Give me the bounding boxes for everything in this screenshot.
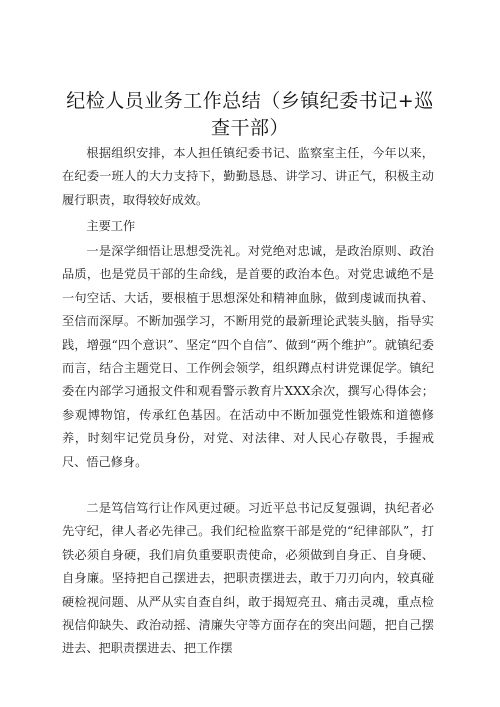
paragraph-1-container (62, 240, 434, 474)
paragraph-2: 二是笃信笃行让作风更过硬。习近平总书记反复强调，执纪者必先守纪，律人者必先律己。我们纪检监察干部是党的“纪律部队”，打铁必须自身硬，我们肩负重要职责使命，必须做到自身正、自身硬、自身廉。坚持把自己摆进去，把职责摆进去，敢于刀刃向内，较真碰硬检视问题、从严从实自查自纠，敢于揭短亮丑、痛击灵魂，重点检视信仰缺失、政治动摇、清廉失守等方面存在的突出问题，把自己摆进去、把职责摆进去、把工作摆 (62, 501, 434, 656)
paragraph-1: 一是深学细悟让思想受洗礼。对党绝对忠诚，是政治原则、政治品质，也是党员干部的生命线，是首要的政治本色。对党忠诚绝不是一句空话、大话，要根植于思想深处和精神血脉，做到虔诚而执着、至信而深厚。不断加强学习，不断用党的最新理论武装头脑，指导实践，增强“四个意识”、坚定“四个自信”、做到“两个维护”。就镇纪委而言，结合主题党日、工作例会领学，组织蹲点村讲党课促学。镇纪委在内部学习通报文件和观看警示教育片XXX余次，撰写心得体会；参观博物馆，传承红色基因。在活动中不断加强党性锻炼和道德修养，时刻牢记党员身份，对党、对法律、对人民心存敬畏，手握戒尺、悟己修身。 (62, 244, 434, 469)
document-title: 纪检人员业务工作总结（乡镇纪委书记+巡查干部） (66, 90, 434, 139)
intro-paragraph (62, 142, 434, 212)
section-heading: 主要工作 (86, 219, 136, 233)
paragraph-2-container (62, 497, 434, 661)
section-heading-container (62, 215, 434, 238)
intro-text: 根据组织安排，本人担任镇纪委书记、监察室主任，今年以来，在纪委一班人的大力支持下，勤勤恳恳、讲学习、讲正气，积极主动履行职责，取得较好成效。 (62, 146, 434, 207)
